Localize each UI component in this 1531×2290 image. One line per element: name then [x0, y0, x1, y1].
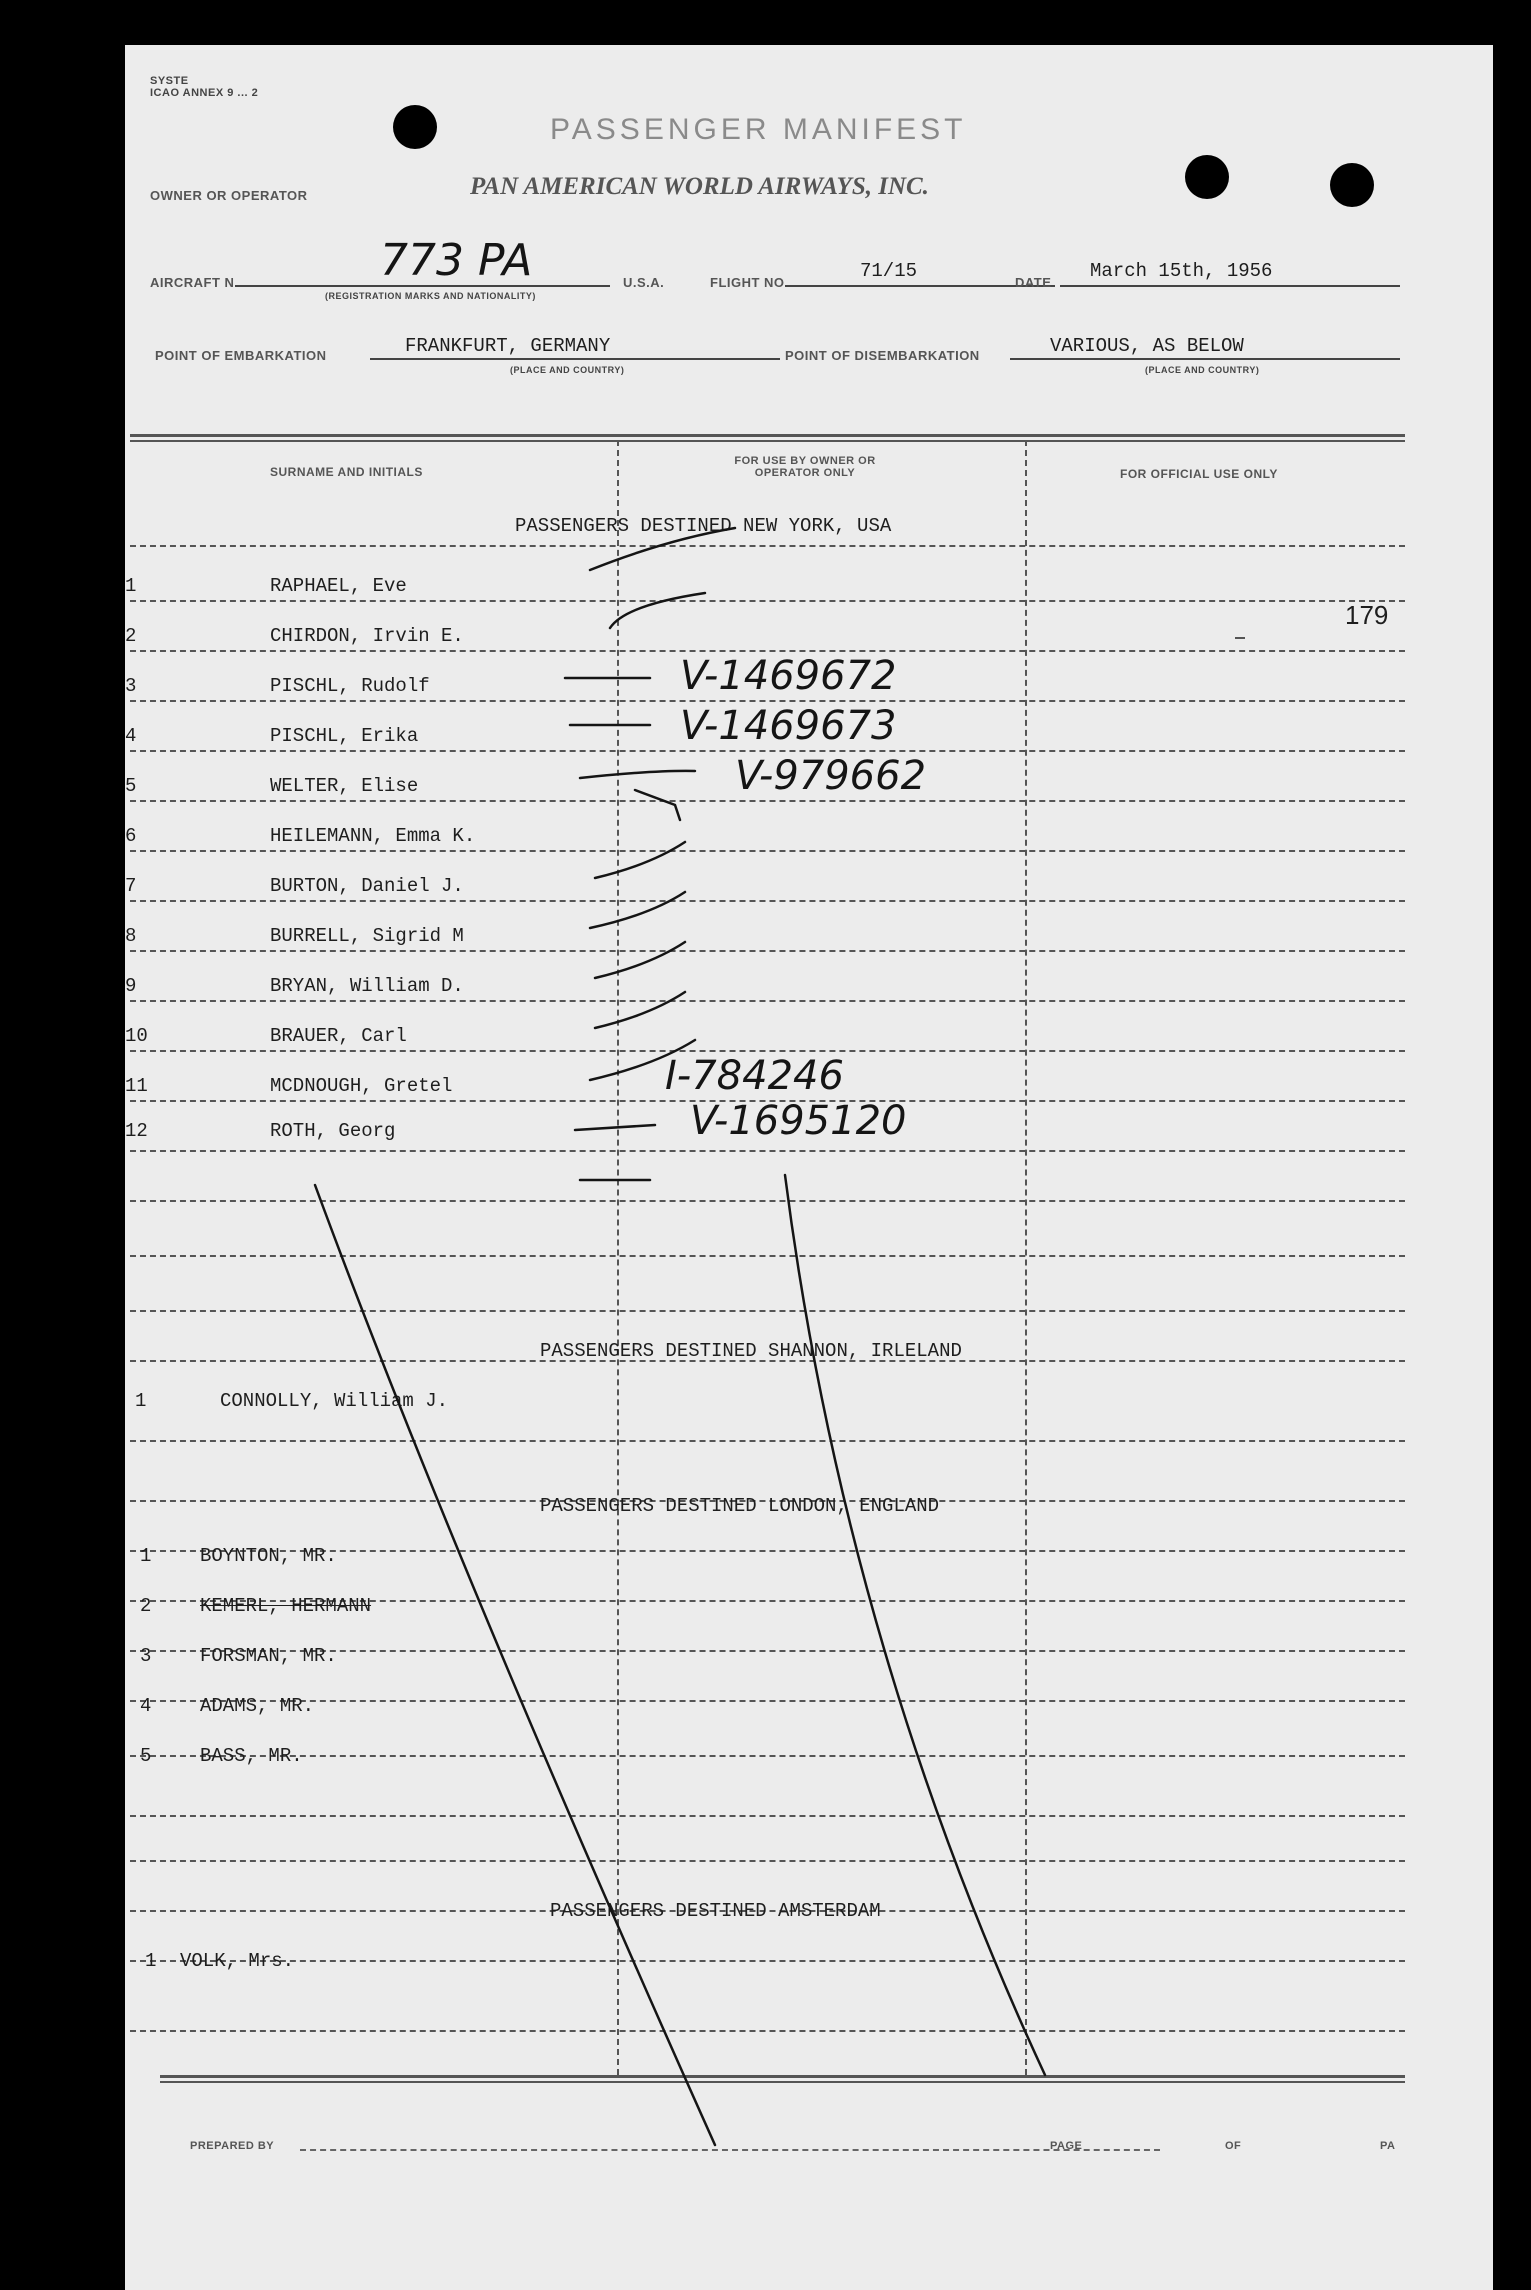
passenger-name: BURTON, Daniel J. — [270, 875, 464, 897]
passenger-name: FORSMAN, MR. — [200, 1645, 337, 1667]
passenger-number: 6 — [125, 825, 137, 847]
section-heading: PASSENGERS DESTINED NEW YORK, USA — [515, 515, 892, 537]
document-title: PASSENGER MANIFEST — [550, 113, 967, 146]
visa-number: I-784246 — [665, 1053, 844, 1099]
manifest-page — [125, 45, 1493, 2290]
passenger-name: BRYAN, William D. — [270, 975, 464, 997]
passenger-name: KEMERL, HERMANN — [200, 1595, 372, 1617]
check-mark — [590, 1040, 695, 1080]
place-caption-2: (PLACE AND COUNTRY) — [1145, 365, 1260, 375]
col-official-header: FOR OFFICIAL USE ONLY — [1120, 467, 1278, 481]
passenger-name: PISCHL, Rudolf — [270, 675, 430, 697]
passenger-number: 12 — [125, 1120, 148, 1142]
passenger-name: HEILEMANN, Emma K. — [270, 825, 476, 847]
passenger-number: 2 — [125, 625, 137, 647]
passenger-name: RAPHAEL, Eve — [270, 575, 407, 597]
embark-value: FRANKFURT, GERMANY — [405, 335, 611, 357]
pa-label: PA — [1380, 2140, 1396, 2152]
check-mark — [580, 771, 695, 778]
passenger-number: 9 — [125, 975, 137, 997]
passenger-name: ADAMS, MR. — [200, 1695, 315, 1717]
passenger-name: PISCHL, Erika — [270, 725, 419, 747]
flight-value: 71/15 — [860, 260, 918, 282]
aircraft-value: 773 PA — [380, 235, 533, 286]
passenger-number: 11 — [125, 1075, 148, 1097]
passenger-number: 4 — [140, 1695, 152, 1717]
of-label: OF — [1225, 2140, 1242, 2152]
official-note: 179 — [1345, 600, 1389, 630]
owner-value: PAN AMERICAN WORLD AIRWAYS, INC. — [470, 173, 929, 200]
passenger-number: 1 — [125, 575, 137, 597]
section-heading: PASSENGERS DESTINED SHANNON, IRLELAND — [540, 1340, 962, 1362]
passenger-name: ROTH, Georg — [270, 1120, 396, 1142]
page-label: PAGE — [1050, 2140, 1083, 2152]
diagonal-stroke — [785, 1175, 1045, 2075]
passenger-number: 3 — [140, 1645, 152, 1667]
check-mark — [590, 892, 685, 928]
passenger-name: VOLK, Mrs. — [180, 1950, 295, 1972]
aircraft-label: AIRCRAFT N — [150, 275, 235, 290]
visa-number: V-1469672 — [680, 653, 897, 699]
passenger-number: 4 — [125, 725, 137, 747]
visa-number: V-1469673 — [680, 703, 897, 749]
place-caption: (PLACE AND COUNTRY) — [510, 365, 625, 375]
passenger-name: MCDNOUGH, Gretel — [270, 1075, 453, 1097]
passenger-name: CONNOLLY, William J. — [220, 1390, 449, 1412]
passenger-number: 3 — [125, 675, 137, 697]
col-surname-header: SURNAME AND INITIALS — [270, 465, 423, 479]
system-line-2: ICAO ANNEX 9 ... 2 — [150, 87, 259, 99]
passenger-number: 1 — [135, 1390, 147, 1412]
passenger-name: BURRELL, Sigrid M — [270, 925, 464, 947]
check-mark — [595, 842, 685, 878]
check-mark — [575, 1125, 655, 1130]
diagonal-stroke — [315, 1185, 715, 2145]
visa-number: V-979662 — [735, 753, 927, 799]
passenger-number: 7 — [125, 875, 137, 897]
check-mark — [595, 992, 685, 1028]
passenger-name: BOYNTON, MR. — [200, 1545, 337, 1567]
visa-number: V-1695120 — [690, 1098, 907, 1144]
prepared-label: PREPARED BY — [190, 2140, 275, 2152]
flight-label: FLIGHT NO. — [710, 275, 789, 290]
passenger-name: BRAUER, Carl — [270, 1025, 407, 1047]
passenger-number: 5 — [140, 1745, 152, 1767]
disembark-label: POINT OF DISEMBARKATION — [785, 348, 980, 363]
handwritten-marks — [125, 45, 1493, 2290]
section-heading: PASSENGERS DESTINED AMSTERDAM — [550, 1900, 881, 1922]
date-value: March 15th, 1956 — [1090, 260, 1273, 282]
registration-caption: (REGISTRATION MARKS AND NATIONALITY) — [325, 291, 536, 301]
usa-label: U.S.A. — [623, 275, 665, 290]
check-mark — [590, 528, 735, 570]
passenger-number: 8 — [125, 925, 137, 947]
passenger-number: 2 — [140, 1595, 152, 1617]
check-mark — [595, 942, 685, 978]
passenger-number: 1 — [140, 1545, 152, 1567]
passenger-name: CHIRDON, Irvin E. — [270, 625, 464, 647]
owner-label: OWNER OR OPERATOR — [150, 188, 308, 203]
col-owner-header: FOR USE BY OWNER OR OPERATOR ONLY — [734, 455, 876, 479]
passenger-number: 5 — [125, 775, 137, 797]
disembark-value: VARIOUS, AS BELOW — [1050, 335, 1244, 357]
section-heading: PASSENGERS DESTINED LONDON, ENGLAND — [540, 1495, 940, 1517]
passenger-number: 10 — [125, 1025, 148, 1047]
date-label: DATE — [1015, 275, 1052, 290]
passenger-name: WELTER, Elise — [270, 775, 419, 797]
check-mark — [610, 593, 705, 628]
system-line-1: SYSTE — [150, 75, 189, 87]
embark-label: POINT OF EMBARKATION — [155, 348, 327, 363]
passenger-number: 1 — [145, 1950, 157, 1972]
diagonal-stroke — [635, 790, 680, 820]
passenger-name: BASS, MR. — [200, 1745, 303, 1767]
